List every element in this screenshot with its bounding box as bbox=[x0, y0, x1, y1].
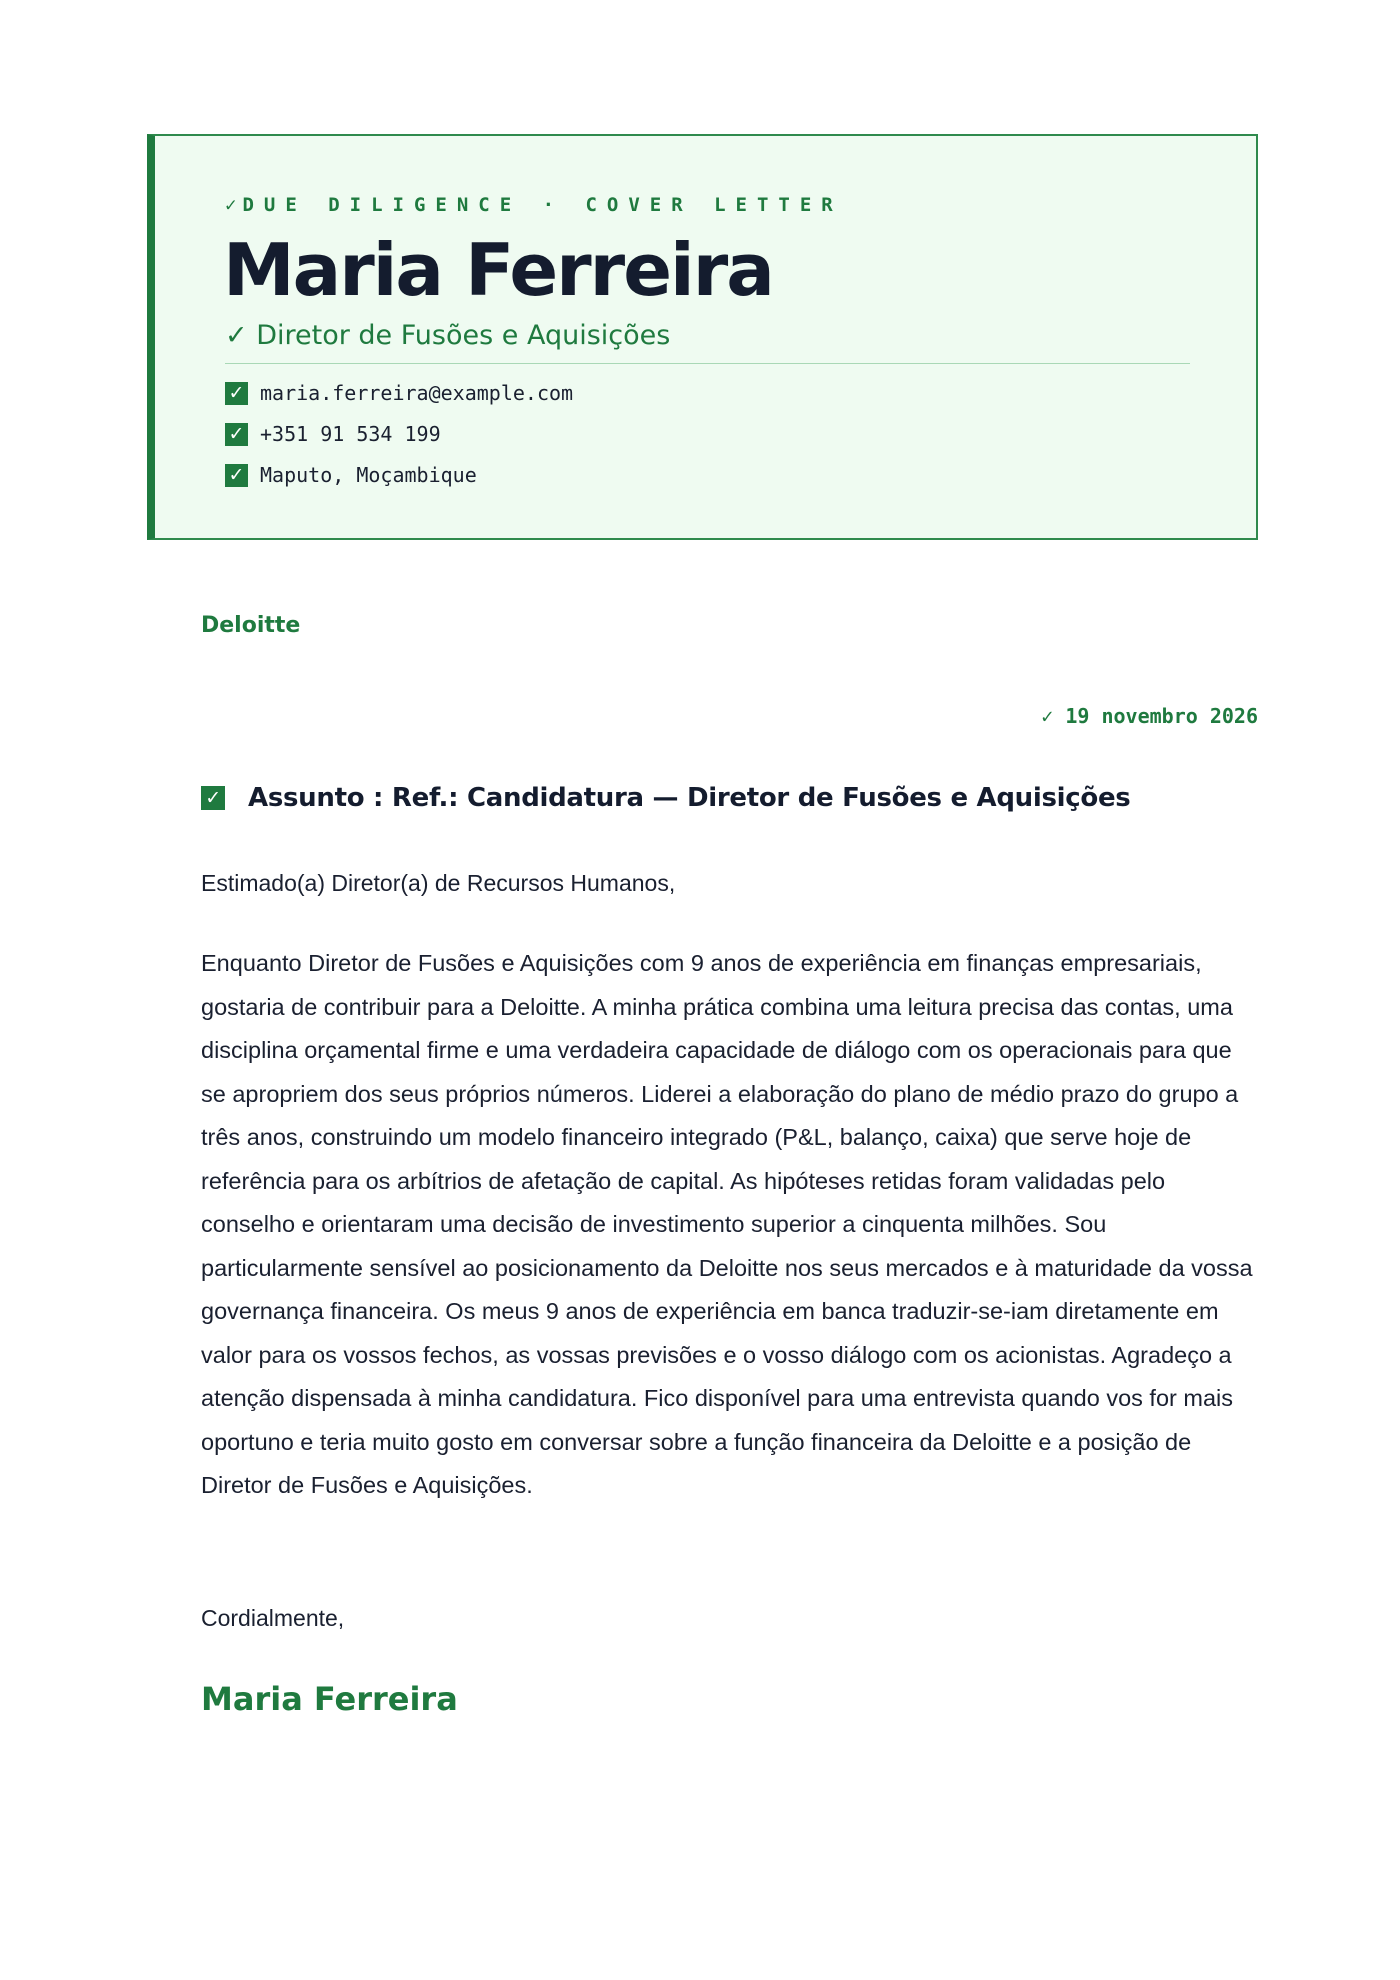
document-type-label bbox=[225, 194, 843, 216]
contact-email bbox=[225, 379, 573, 407]
applicant-name: Maria Ferreira bbox=[223, 228, 773, 312]
signature-name: Maria Ferreira bbox=[201, 1680, 458, 1718]
checkbox-checked-icon: ✓ bbox=[225, 464, 248, 487]
contact-location bbox=[225, 461, 477, 489]
letter-header bbox=[147, 134, 1258, 540]
contact-phone bbox=[225, 420, 441, 448]
checkbox-checked-icon: ✓ bbox=[225, 382, 248, 405]
checkbox-checked-icon: ✓ bbox=[201, 786, 225, 810]
salutation: Estimado(a) Diretor(a) de Recursos Humanos, bbox=[201, 870, 676, 896]
applicant-role: ✓ Diretor de Fusões e Aquisições bbox=[225, 320, 671, 351]
letter-subject bbox=[201, 783, 1130, 813]
email-text: maria.ferreira@example.com bbox=[260, 381, 574, 405]
header-divider bbox=[225, 363, 1190, 364]
closing: Cordialmente, bbox=[201, 1605, 345, 1631]
subject-text: Assunto : Ref.: Candidatura — Diretor de Fusões e Aquisições bbox=[248, 783, 1131, 813]
check-icon: ✓ bbox=[225, 194, 237, 216]
checkbox-checked-icon: ✓ bbox=[225, 423, 248, 446]
recipient-company: Deloitte bbox=[201, 613, 301, 638]
document-type-text: DUE DILIGENCE · COVER LETTER bbox=[242, 194, 843, 216]
phone-text: +351 91 534 199 bbox=[260, 422, 441, 446]
location-text: Maputo, Moçambique bbox=[260, 463, 477, 487]
letter-date: ✓ 19 novembro 2026 bbox=[1041, 704, 1258, 728]
letter-body: Enquanto Diretor de Fusões e Aquisições com 9 anos de experiência em finanças empresariais, gostaria de contribuir para a Deloitte. A minha prática combina uma leitura precisa das contas, uma disciplina orçamental firme e uma verdadeira capacidade de diálogo com os operacionais para que se apropriem dos seus próprios números. Liderei a elaboração do plano de médio prazo do grupo a três anos, construindo um modelo financeiro integrado (P&L, balanço, caixa) que serve hoje de referência para os arbítrios de afetação de capital. As hipóteses retidas foram validadas pelo conselho e orientaram uma decisão de investimento superior a cinquenta milhões. Sou particularmente sensível ao posicionamento da Deloitte nos seus mercados e à maturidade da vossa governança financeira. Os meus 9 anos de experiência em banca traduzir-se-iam diretamente em valor para os vossos fechos, as vossas previsões e o vosso diálogo com os acionistas. Agradeço a atenção dispensada à minha candidatura. Fico disponível para uma entrevista quando vos for mais oportuno e teria muito gosto em conversar sobre a função financeira da Deloitte e a posição de Diretor de Fusões e Aquisições. bbox=[201, 950, 1253, 1498]
